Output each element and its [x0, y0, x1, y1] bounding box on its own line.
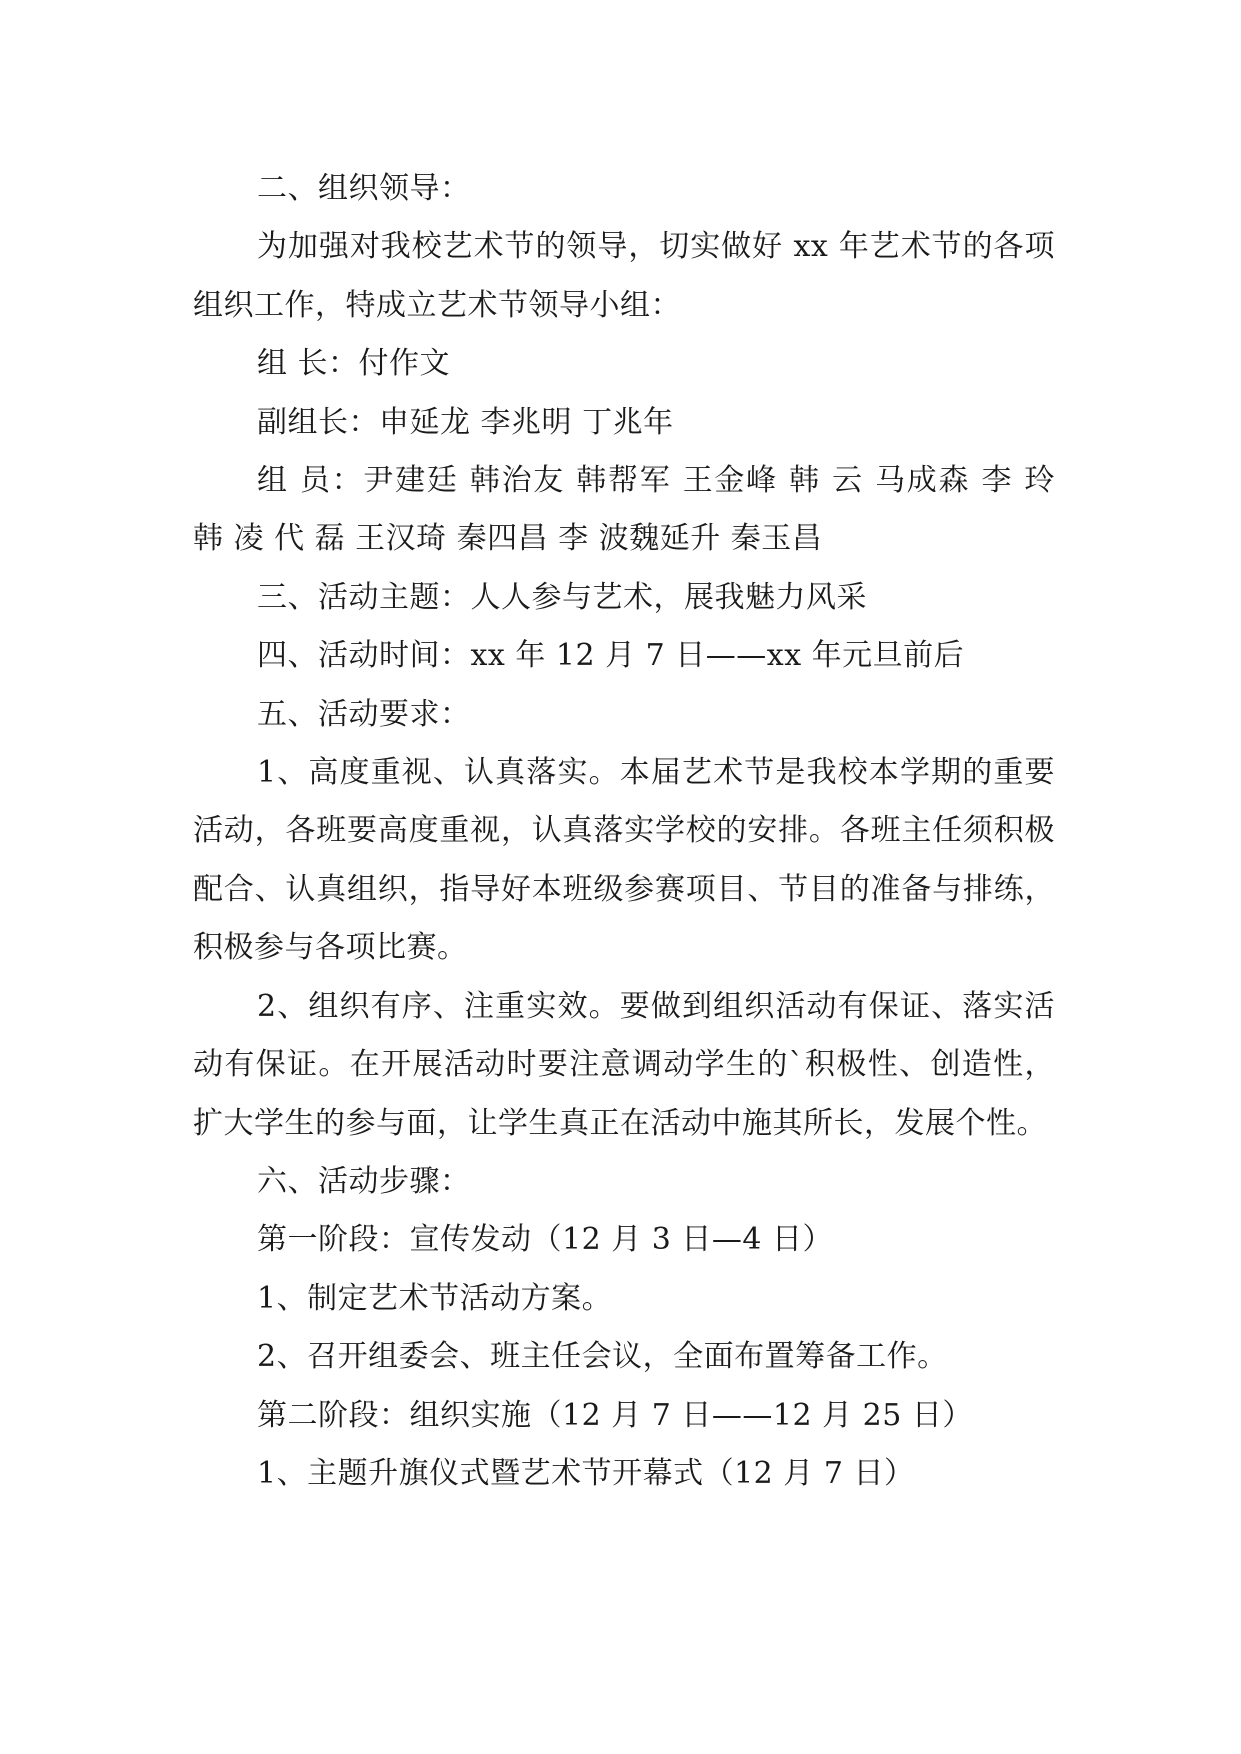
document-body: [193, 160, 1055, 1503]
requirement-item-1: 1、高度重视、认真落实。本届艺术节是我校本学期的重要活动，各班要高度重视，认真落实学校的安排。各班主任须积极配合、认真组织，指导好本班级参赛项目、节目的准备与排练，积极参与各项比赛。: [193, 755, 1055, 966]
requirement-item-2: 2、组织有序、注重实效。要做到组织活动有保证、落实活动有保证。在开展活动时要注意调动学生的`积极性、创造性，扩大学生的参与面，让学生真正在活动中施其所长，发展个性。: [193, 988, 1055, 1141]
stage-one-heading: 第一阶段：宣传发动（12 月 3 日—4 日）: [257, 1222, 833, 1258]
section-heading-time: 四、活动时间：xx 年 12 月 7 日——xx 年元旦前后: [257, 638, 965, 674]
section-heading-steps: 六、活动步骤：: [257, 1163, 471, 1199]
stage-one-item-1: 1、制定艺术节活动方案。: [257, 1280, 613, 1316]
section-heading-organization: 二、组织领导：: [257, 171, 471, 206]
paragraph-leadership-intro: 为加强对我校艺术节的领导，切实做好 xx 年艺术节的各项组织工作，特成立艺术节领导小组：: [193, 229, 1055, 323]
section-heading-requirements: 五、活动要求：: [257, 696, 471, 732]
leader-line: 组 长：付作文: [257, 346, 451, 382]
section-heading-theme: 三、活动主题：人人参与艺术，展我魅力风采: [257, 579, 867, 615]
stage-two-heading: 第二阶段：组织实施（12 月 7 日——12 月 25 日）: [257, 1397, 973, 1433]
stage-two-item-1: 1、主题升旗仪式暨艺术节开幕式（12 月 7 日）: [257, 1455, 915, 1491]
members-line: 组 员：尹建廷 韩治友 韩帮军 王金峰 韩 云 马成森 李 玲 韩 凌 代 磊 王汉琦 秦四昌 李 波魏延升 秦玉昌: [193, 463, 1055, 557]
deputy-leader-line: 副组长：申延龙 李兆明 丁兆年: [257, 404, 674, 440]
stage-one-item-2: 2、召开组委会、班主任会议，全面布置筹备工作。: [257, 1339, 948, 1375]
